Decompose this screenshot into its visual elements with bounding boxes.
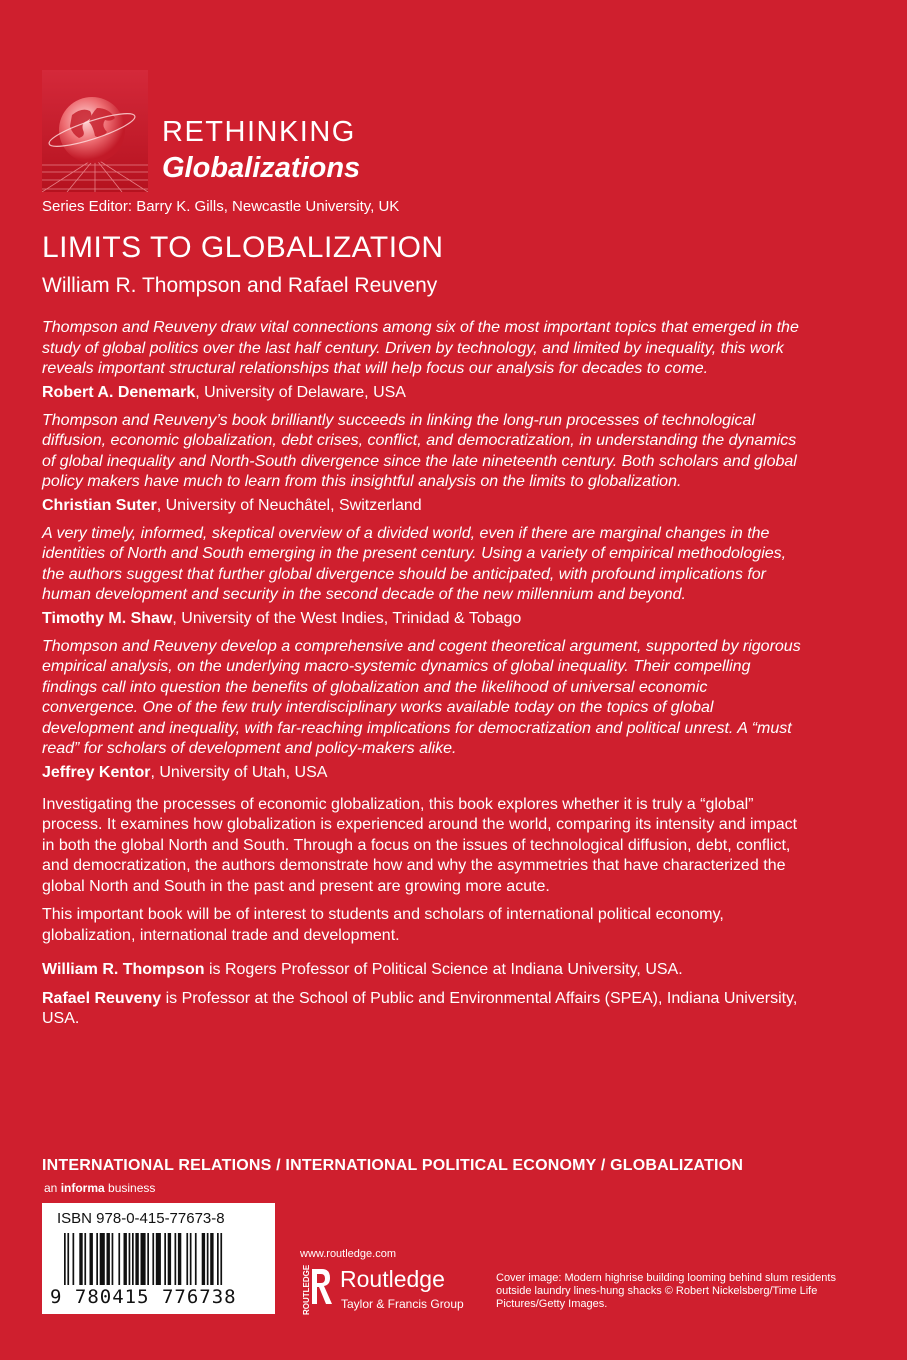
isbn-label: ISBN 978-0-415-77673-8 bbox=[57, 1210, 225, 1227]
barcode-bar bbox=[96, 1233, 98, 1285]
book-authors: William R. Thompson and Rafael Reuveny bbox=[42, 274, 438, 297]
barcode-bar bbox=[186, 1233, 188, 1285]
barcode-bar bbox=[67, 1233, 69, 1285]
endorser-name: Jeffrey Kentor bbox=[42, 763, 151, 781]
endorsement-quote: A very timely, informed, skeptical overview of a divided world, even if there are marginal changes in the identities of North and South emerging in the present century. Using a variety of empirical methodologies, the authors suggest that further global divergence should be anticipated, with profound implications for human development and security in the second decade of the new millennium and beyond. bbox=[42, 524, 787, 603]
endorser-affiliation: , University of Neuchâtel, Switzerland bbox=[156, 496, 422, 514]
barcode-bar bbox=[202, 1233, 205, 1285]
barcode-bar bbox=[107, 1233, 110, 1285]
endorser-name: Timothy M. Shaw bbox=[42, 609, 173, 627]
barcode-bar bbox=[220, 1233, 222, 1285]
blurb-content bbox=[42, 318, 802, 1038]
endorser-affiliation: , University of Utah, USA bbox=[150, 763, 328, 781]
barcode-bar bbox=[118, 1233, 120, 1285]
cover-image-credit: Cover image: Modern highrise building looming behind slum residents outside laundry lines-hung shacks © Robert Nickelsberg/Time Life Pictures/Getty Images. bbox=[496, 1272, 836, 1310]
endorsement-attribution bbox=[42, 496, 802, 516]
series-subname: Globalizations bbox=[162, 152, 361, 184]
series-name: RETHINKING bbox=[162, 116, 356, 148]
endorsement-quote: Thompson and Reuveny draw vital connections among six of the most important topics that emerged in the study of global politics over the last half century. Driven by technology, and limited by inequality, this work reveals important structural relationships that will help focus our analysis for decades to come. bbox=[42, 319, 799, 377]
routledge-vertical-mark: ROUTLEDGE bbox=[302, 1265, 311, 1315]
barcode-bar bbox=[164, 1233, 166, 1285]
barcode-bar bbox=[100, 1233, 105, 1285]
endorser-name: Robert A. Denemark bbox=[42, 383, 196, 401]
barcode-bar bbox=[64, 1233, 66, 1285]
barcode-bar bbox=[129, 1233, 131, 1285]
publisher-group: Taylor & Francis Group bbox=[341, 1297, 464, 1311]
barcode-bar bbox=[168, 1233, 171, 1285]
routledge-logo-icon bbox=[300, 1265, 332, 1315]
barcode-bar bbox=[79, 1233, 82, 1285]
series-editor: Series Editor: Barry K. Gills, Newcastle University, UK bbox=[42, 198, 400, 215]
endorser-affiliation: , University of Delaware, USA bbox=[195, 383, 406, 401]
publisher-website: www.routledge.com bbox=[300, 1248, 396, 1260]
series-globe-logo bbox=[42, 70, 148, 192]
barcode-bar bbox=[190, 1233, 192, 1285]
informa-suffix: business bbox=[104, 1181, 156, 1195]
isbn-barcode bbox=[42, 1203, 275, 1314]
book-title: LIMITS TO GLOBALIZATION bbox=[42, 231, 444, 264]
barcode-bar bbox=[112, 1233, 114, 1285]
barcode-bar bbox=[84, 1233, 86, 1285]
endorsement-quote: Thompson and Reuveny’s book brilliantly succeeds in linking the long-run processes of technological diffusion, economic globalization, debt crises, conflict, and democratization, in understanding the dynamics of global inequality and North-South divergence since the late nineteenth century. Both scholars and global policy makers have much to learn from this insightful analysis on the limits to globalization. bbox=[42, 411, 797, 490]
publisher-name: Routledge bbox=[340, 1266, 445, 1292]
endorsement-attribution bbox=[42, 763, 802, 783]
barcode-bar bbox=[90, 1233, 93, 1285]
barcode-bar bbox=[141, 1233, 146, 1285]
barcode-bar bbox=[217, 1233, 219, 1285]
barcode-bar bbox=[132, 1233, 134, 1285]
informa-prefix: an bbox=[44, 1181, 61, 1195]
author-name: William R. Thompson bbox=[42, 961, 205, 978]
author-bio-text: is Rogers Professor of Political Science at Indiana University, USA. bbox=[204, 961, 683, 978]
barcode-bar bbox=[210, 1233, 213, 1285]
barcode-bar bbox=[207, 1233, 209, 1285]
endorsement-attribution bbox=[42, 383, 802, 403]
barcode-bar bbox=[73, 1233, 75, 1285]
subject-categories: INTERNATIONAL RELATIONS / INTERNATIONAL POLITICAL ECONOMY / GLOBALIZATION bbox=[42, 1157, 744, 1174]
barcode-bar bbox=[124, 1233, 127, 1285]
informa-word: informa bbox=[60, 1181, 105, 1195]
author-bio bbox=[42, 960, 802, 981]
endorsement-quote: Thompson and Reuveny develop a comprehensive and cogent theoretical argument, supported by rigorous empirical analysis, on the underlying macro-systemic dynamics of global inequality. Their compelling findings call into question the benefits of globalization and the likelihood of universal economic convergence. One of the few truly interdisciplinary works available today on the topics of global development and inequality, with far-reaching implications for democratization and political unrest. A “must read” for scholars of development and policy-makers alike. bbox=[42, 637, 801, 757]
endorser-affiliation: , University of the West Indies, Trinidad & Tobago bbox=[172, 609, 522, 627]
description-paragraph: This important book will be of interest to students and scholars of international political economy, globalization, international trade and development. bbox=[42, 906, 724, 944]
endorsement-attribution bbox=[42, 609, 802, 629]
barcode-bar bbox=[175, 1233, 177, 1285]
description-paragraph: Investigating the processes of economic globalization, this book explores whether it is truly a “global” process. It examines how globalization is experienced around the world, comparing its intensity and impact in both the global North and South. Through a focus on the issues of technological diffusion, debt, conflict, and democratization, the authors demonstrate how and why the asymmetries that have characterized the global North and South in the past and present are growing more acute. bbox=[42, 795, 798, 895]
author-name: Rafael Reuveny bbox=[42, 989, 162, 1007]
author-bio-text: is Professor at the School of Public and Environmental Affairs (SPEA), Indiana University, USA. bbox=[42, 989, 798, 1027]
barcode-bar bbox=[195, 1233, 197, 1285]
barcode-bar bbox=[152, 1233, 154, 1285]
barcode-digits: 9 780415 776738 bbox=[50, 1286, 237, 1308]
endorser-name: Christian Suter bbox=[42, 496, 157, 514]
barcode-bar bbox=[135, 1233, 138, 1285]
informa-tagline bbox=[44, 1181, 155, 1195]
barcode-bar bbox=[178, 1233, 181, 1285]
author-bio bbox=[42, 989, 802, 1030]
barcode-bar bbox=[156, 1233, 161, 1285]
barcode-bar bbox=[147, 1233, 149, 1285]
